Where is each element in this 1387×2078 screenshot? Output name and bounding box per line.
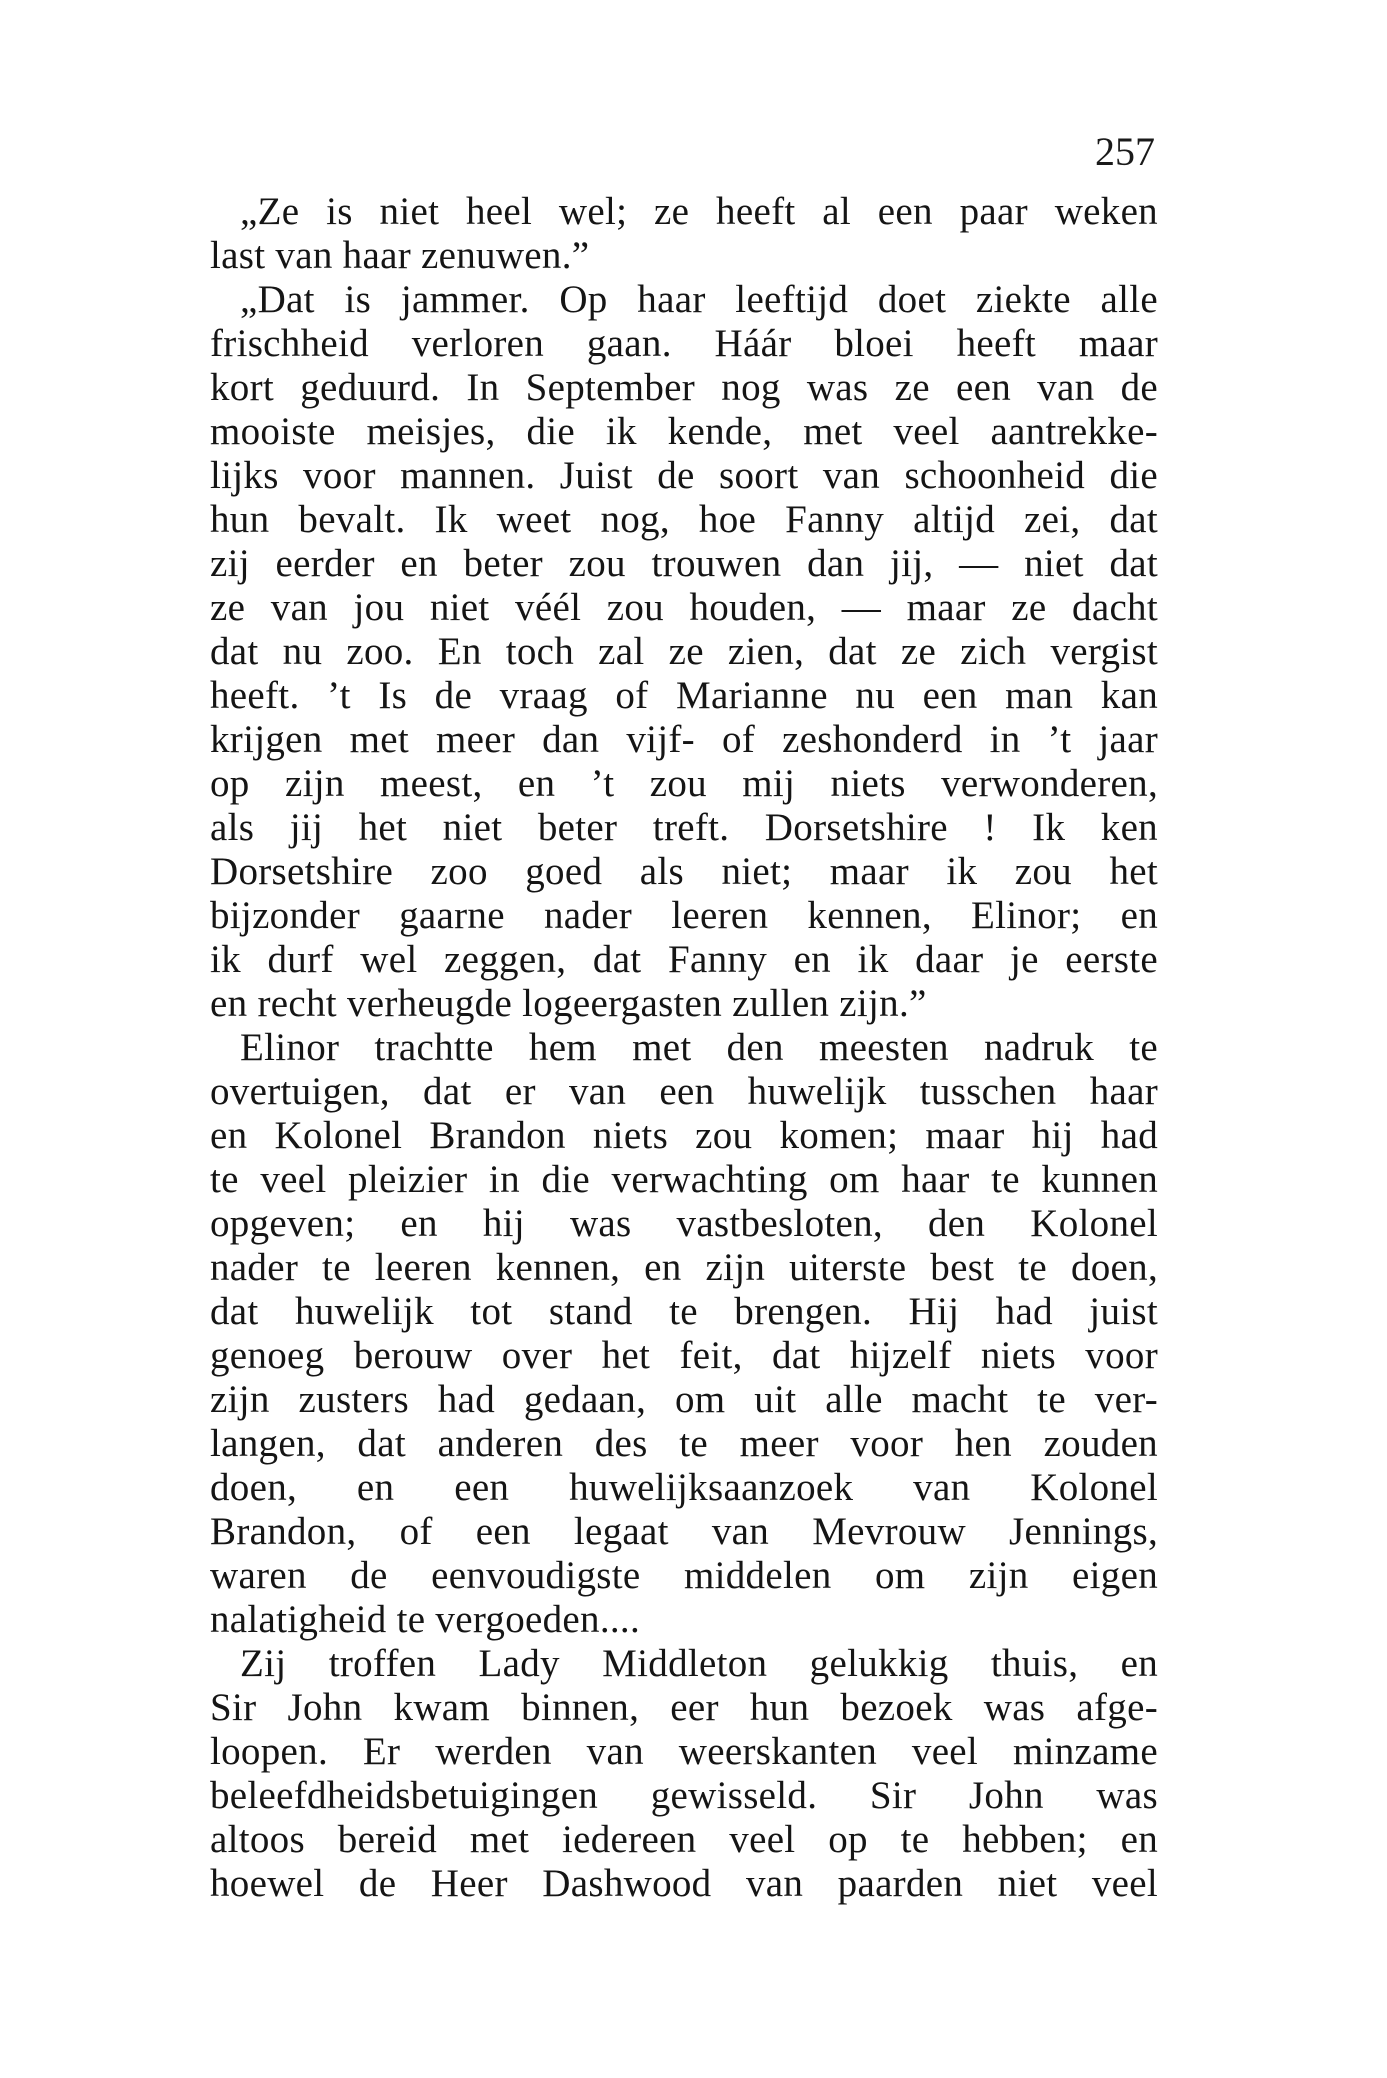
text-line: bijzonder gaarne nader leeren kennen, Elinor; en [210, 894, 1158, 937]
text-line: opgeven; en hij was vastbesloten, den Kolonel [210, 1202, 1158, 1245]
text-line: nalatigheid te vergoeden.... [210, 1598, 641, 1641]
text-line: kort geduurd. In September nog was ze een van de [210, 366, 1158, 409]
text-line: ze van jou niet véél zou houden, — maar ze dacht [210, 586, 1158, 629]
text-line: altoos bereid met iedereen veel op te hebben; en [210, 1818, 1158, 1861]
body-text [210, 190, 1158, 1906]
text-line: nader te leeren kennen, en zijn uiterste best te doen, [210, 1246, 1158, 1289]
text-line: dat huwelijk tot stand te brengen. Hij had juist [210, 1290, 1158, 1333]
text-line: zij eerder en beter zou trouwen dan jij, — niet dat [210, 542, 1158, 585]
text-line: lijks voor mannen. Juist de soort van schoonheid die [210, 454, 1158, 497]
text-line: heeft. ’t Is de vraag of Marianne nu een man kan [210, 674, 1158, 717]
text-line: waren de eenvoudigste middelen om zijn eigen [210, 1554, 1158, 1597]
text-line: te veel pleizier in die verwachting om haar te kunnen [210, 1158, 1158, 1201]
text-line: hun bevalt. Ik weet nog, hoe Fanny altijd zei, dat [210, 498, 1158, 541]
text-line: overtuigen, dat er van een huwelijk tusschen haar [210, 1070, 1158, 1113]
text-line: beleefdheidsbetuigingen gewisseld. Sir John was [210, 1774, 1158, 1817]
text-line: Sir John kwam binnen, eer hun bezoek was afge- [210, 1686, 1158, 1729]
text-line: Dorsetshire zoo goed als niet; maar ik zou het [210, 850, 1158, 893]
text-line: dat nu zoo. En toch zal ze zien, dat ze zich vergist [210, 630, 1158, 673]
text-line: last van haar zenuwen.” [210, 234, 590, 277]
text-line: loopen. Er werden van weerskanten veel minzame [210, 1730, 1158, 1773]
text-line: Zij troffen Lady Middleton gelukkig thuis, en [240, 1642, 1158, 1685]
text-line: krijgen met meer dan vijf- of zeshonderd in ’t jaar [210, 718, 1158, 761]
text-line: frischheid verloren gaan. Háár bloei heeft maar [210, 322, 1158, 365]
page-number: 257 [1095, 129, 1155, 174]
text-line: genoeg berouw over het feit, dat hijzelf niets voor [210, 1334, 1158, 1377]
text-line: „Ze is niet heel wel; ze heeft al een paar weken [240, 190, 1158, 233]
text-line: en recht verheugde logeergasten zullen zijn.” [210, 982, 927, 1025]
text-line: hoewel de Heer Dashwood van paarden niet veel [210, 1862, 1158, 1905]
text-line: mooiste meisjes, die ik kende, met veel aantrekke- [210, 410, 1158, 453]
text-line: en Kolonel Brandon niets zou komen; maar hij had [210, 1114, 1158, 1157]
text-line: langen, dat anderen des te meer voor hen zouden [210, 1422, 1158, 1465]
text-line: zijn zusters had gedaan, om uit alle macht te ver- [210, 1378, 1158, 1421]
text-line: Elinor trachtte hem met den meesten nadruk te [240, 1026, 1158, 1069]
text-line: doen, en een huwelijksaanzoek van Kolonel [210, 1466, 1158, 1509]
text-line: Brandon, of een legaat van Mevrouw Jennings, [210, 1510, 1158, 1553]
text-line: als jij het niet beter treft. Dorsetshire ! Ik ken [210, 806, 1158, 849]
text-line: op zijn meest, en ’t zou mij niets verwonderen, [210, 762, 1158, 805]
text-line: ik durf wel zeggen, dat Fanny en ik daar je eerste [210, 938, 1158, 981]
text-line: „Dat is jammer. Op haar leeftijd doet ziekte alle [240, 278, 1158, 321]
